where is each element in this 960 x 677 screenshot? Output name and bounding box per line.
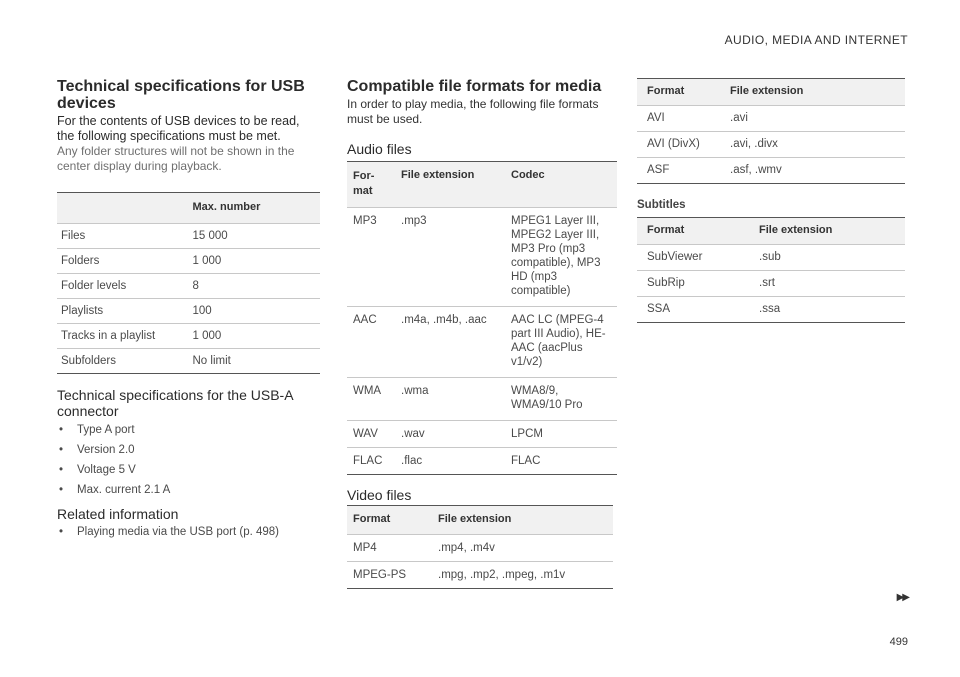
table-cell: 1 000 [189,324,321,349]
table-cell: AAC LC (MPEG-4 part III Audio), HE-AAC (aacPlus v1/v2) [505,307,617,378]
table-cell: 15 000 [189,224,321,249]
table-cell: MPEG-PS [347,562,432,589]
table-cell: MP3 [347,208,395,307]
table-cell: SubViewer [637,245,753,271]
table-cell: FLAC [347,448,395,475]
table-header-cell: Format [637,79,724,106]
table-cell: MP4 [347,535,432,562]
table-cell: 1 000 [189,249,321,274]
formats-lead: In order to play media, the following file formats must be used. [347,97,599,126]
table-header-cell: Format [637,218,753,245]
table-cell: FLAC [505,448,617,475]
table-row [637,271,905,297]
table-cell: .avi [724,106,905,132]
table-row [347,562,613,589]
table-cell: .wav [395,421,505,448]
usb-specs-title: Technical specifications for USB devices [57,78,305,112]
table-row [57,249,320,274]
table-header-cell: File extension [724,79,905,106]
table-cell: Files [57,224,189,249]
table-row [57,299,320,324]
related-info-title: Related information [57,506,179,522]
page-number: 499 [889,636,908,648]
table-header-cell [57,193,189,224]
audio-formats-table [347,161,617,475]
usba-spec-list [57,420,320,500]
usba-connector-title: Technical specifications for the USB-A connector [57,387,293,419]
table-row [637,297,905,323]
table-cell: .mpg, .mp2, .mpeg, .m1v [432,562,613,589]
subtitles-title: Subtitles [637,199,686,211]
table-cell: MPEG1 Layer III, MPEG2 Layer III, MP3 Pro (mp3 compatible), MP3 HD (mp3 compatible) [505,208,617,307]
table-cell: Folders [57,249,189,274]
table-cell: SubRip [637,271,753,297]
table-cell: .flac [395,448,505,475]
table-cell: Subfolders [57,349,189,374]
table-cell: No limit [189,349,321,374]
table-row [57,224,320,249]
table-cell: .asf, .wmv [724,158,905,184]
table-header-row [637,79,905,106]
table-row [57,274,320,299]
formats-title: Compatible file formats for media [347,78,602,95]
table-row [57,349,320,374]
table-cell: ASF [637,158,724,184]
table-row [637,158,905,184]
video-files-title: Video files [347,487,412,503]
list-item: • Type A port [57,420,320,440]
table-row [637,106,905,132]
table-header-row [637,218,905,245]
table-header-cell: Max. number [189,193,321,224]
table-row [347,421,617,448]
table-cell: Tracks in a playlist [57,324,189,349]
table-cell: AVI (DivX) [637,132,724,158]
video-formats-table [347,505,613,589]
table-cell: LPCM [505,421,617,448]
column-video-subtitles [637,78,905,323]
table-header-cell: For- mat [347,162,395,208]
table-header-row [347,506,613,535]
table-cell: AAC [347,307,395,378]
list-item: • Max. current 2.1 A [57,480,320,500]
table-row [637,245,905,271]
table-cell: .mp3 [395,208,505,307]
table-cell: .ssa [753,297,905,323]
table-cell: 100 [189,299,321,324]
table-header-cell: Format [347,506,432,535]
table-header-cell: Codec [505,162,617,208]
table-cell: .sub [753,245,905,271]
audio-files-title: Audio files [347,141,412,157]
list-item: • Voltage 5 V [57,460,320,480]
double-chevron-right-icon[interactable]: ▶▶ [896,592,908,603]
related-link[interactable]: • Playing media via the USB port (p. 498) [57,522,320,542]
table-cell: .avi, .divx [724,132,905,158]
running-header: AUDIO, MEDIA AND INTERNET [724,33,908,47]
table-cell: 8 [189,274,321,299]
table-cell: SSA [637,297,753,323]
table-row [637,132,905,158]
usb-specs-lead: For the contents of USB devices to be read, the following specifications must be met. [57,114,300,143]
table-row [347,448,617,475]
table-header-cell: File extension [753,218,905,245]
table-row [347,208,617,307]
table-header-row [347,162,617,208]
table-cell: .m4a, .m4b, .aac [395,307,505,378]
subtitles-table [637,217,905,323]
table-row [57,324,320,349]
table-cell: AVI [637,106,724,132]
video-formats-table-continued [637,78,905,184]
table-cell: WAV [347,421,395,448]
table-cell: WMA [347,378,395,421]
list-item: • Version 2.0 [57,440,320,460]
table-cell: .srt [753,271,905,297]
column-usb-specs [57,78,320,542]
usb-specs-note: Any folder structures will not be shown in the center display during playback. [57,144,295,173]
related-info-list [57,522,320,542]
table-cell: Folder levels [57,274,189,299]
table-header-cell: File extension [395,162,505,208]
table-cell: Playlists [57,299,189,324]
table-header-cell: File extension [432,506,613,535]
table-row [347,535,613,562]
table-header-row [57,193,320,224]
table-cell: .mp4, .m4v [432,535,613,562]
table-row [347,378,617,421]
column-file-formats [347,78,617,589]
table-cell: .wma [395,378,505,421]
table-row [347,307,617,378]
usb-limits-table [57,192,320,374]
table-cell: WMA8/9, WMA9/10 Pro [505,378,617,421]
